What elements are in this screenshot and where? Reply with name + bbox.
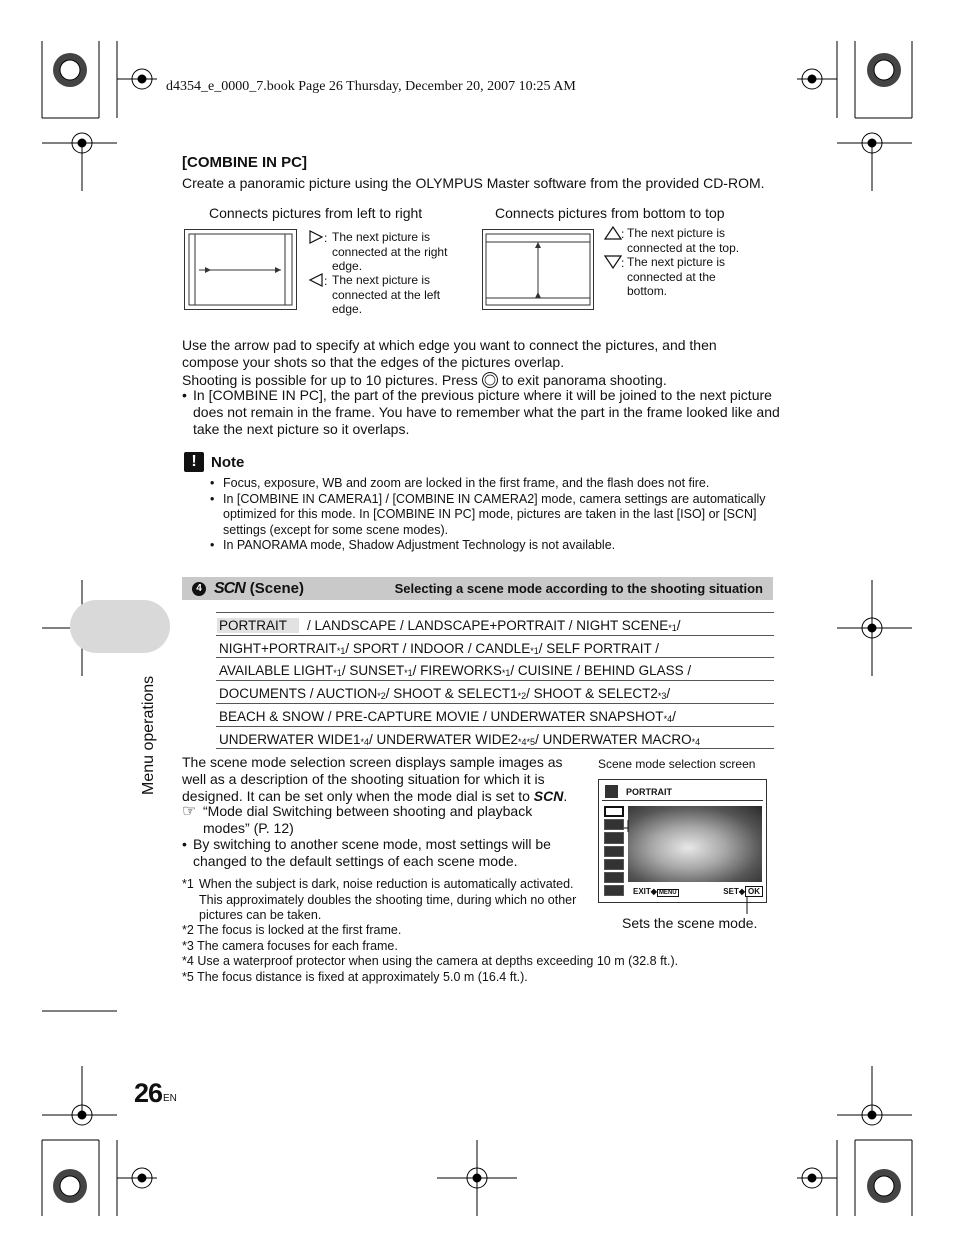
triangle-right-icon (308, 230, 324, 244)
combine-para-1: Use the arrow pad to specify at which edge you want to connect the pictures, and then compose your shots so that the edges of the pictures overlap. (182, 337, 717, 370)
side-tab-label: Menu operations (140, 675, 157, 795)
triangle-up-icon (604, 226, 622, 240)
bottom-top-diagram (482, 229, 594, 310)
scene-para: The scene mode selection screen displays sample images as well as a description of the shooting situation for which it is designed. It can be set only when the mode dial is set to SCN. (182, 754, 568, 804)
footnote: *3 The camera focuses for each frame. (182, 939, 398, 953)
screen-exit-label: EXIT◆ MENU (633, 887, 677, 896)
scene-mode-row: NIGHT+PORTRAIT *1 / SPORT / INDOOR / CANDLE *1 / SELF PORTRAIT / (216, 635, 774, 658)
page-language: EN (163, 1093, 177, 1104)
scene-reference: ☞ “Mode dial Switching between shooting and playback modes” (P. 12) (182, 803, 533, 836)
left-right-diagram (184, 229, 297, 310)
combine-bullet: • In [COMBINE IN PC], the part of the previous picture where it will be joined to the next picture does not remain in the frame. You have to remember what the part in the frame looked like and take the next picture so it overlaps. (182, 387, 780, 437)
screen-caption: Scene mode selection screen (598, 757, 756, 771)
exclamation-icon: ! (184, 452, 204, 472)
left-note-left-edge: The next picture is connected at the left edge. (332, 273, 441, 316)
scn-logo: SCN (214, 579, 245, 597)
scene-mode-row: DOCUMENTS / AUCTION *2 / SHOOT & SELECT1 *2 / SHOOT & SELECT2 *3 / (216, 680, 774, 703)
scene-bullet: • By switching to another scene mode, most settings will be changed to the default settings of each scene mode. (182, 836, 551, 869)
footnote: *2 The focus is locked at the first frame. (182, 923, 402, 937)
left-note-right-edge: The next picture is connected at the right edge. (332, 230, 448, 273)
note-item: • In [COMBINE IN CAMERA1] / [COMBINE IN CAMERA2] mode, camera settings are automatically optimized for this mode. In [COMBINE IN PC] mode, pictures are taken in the last [ISO] or [SCN] settings (except for some scene modes). (210, 492, 780, 539)
combine-para-2: Shooting is possible for up to 10 pictures. Press to exit panorama shooting. (182, 371, 667, 388)
reference-icon: ☞ (182, 803, 197, 820)
scene-mode-row: UNDERWATER WIDE1 *4 / UNDERWATER WIDE2 *4*5 / UNDERWATER MACRO *4 (216, 726, 774, 749)
file-info-line: d4354_e_0000_7.book Page 26 Thursday, December 20, 2007 10:25 AM (166, 79, 576, 94)
right-diagram-caption: Connects pictures from bottom to top (495, 205, 725, 221)
footnote: *1 When the subject is dark, noise reduction is automatically activated. This approximately doubles the shooting time, during which no other pictures can be taken. (182, 877, 577, 922)
page-number: 26 (134, 1078, 163, 1108)
screen-title: PORTRAIT (626, 786, 672, 797)
left-diagram-caption: Connects pictures from left to right (209, 205, 423, 221)
combine-intro: Create a panoramic picture using the OLYMPUS Master software from the provided CD-ROM. (182, 175, 765, 191)
footnote: *5 The focus distance is fixed at approximately 5.0 m (16.4 ft.). (182, 970, 528, 984)
footnote: *4 Use a waterproof protector when using the camera at depths exceeding 10 m (32.8 ft.). (182, 954, 679, 968)
scene-section-bar (182, 577, 773, 600)
side-tab (70, 600, 170, 653)
right-note-top: The next picture is connected at the top. (627, 226, 740, 255)
combine-title: [COMBINE IN PC] (182, 154, 307, 171)
triangle-left-icon (308, 273, 324, 287)
scene-mode-row: PORTRAIT / LANDSCAPE / LANDSCAPE+PORTRAIT / NIGHT SCENE *1 / (216, 612, 774, 635)
right-note-bottom: The next picture is connected at the bottom. (627, 255, 726, 298)
section-number-badge: 4 (192, 582, 206, 596)
note-list (210, 476, 780, 554)
note-item: • Focus, exposure, WB and zoom are locked in the first frame, and the flash does not fire. (210, 476, 780, 492)
scene-description: Selecting a scene mode according to the shooting situation (394, 581, 763, 596)
scene-mode-row: AVAILABLE LIGHT *1 / SUNSET *1 / FIREWORKS *1 / CUISINE / BEHIND GLASS / (216, 657, 774, 680)
scn-inline-logo: SCN (533, 788, 564, 804)
portrait-mode-icon (605, 785, 618, 798)
screen-set-label: SET◆ OK (723, 887, 763, 896)
triangle-down-icon (604, 255, 622, 269)
callout-lines (620, 818, 752, 918)
note-heading: ! Note (184, 452, 244, 472)
scene-label: (Scene) (249, 580, 304, 597)
note-item: • In PANORAMA mode, Shadow Adjustment Technology is not available. (210, 538, 780, 554)
scene-mode-row: BEACH & SNOW / PRE-CAPTURE MOVIE / UNDERWATER SNAPSHOT *4 / (216, 703, 774, 726)
callout-text: Sets the scene mode. (622, 915, 758, 931)
